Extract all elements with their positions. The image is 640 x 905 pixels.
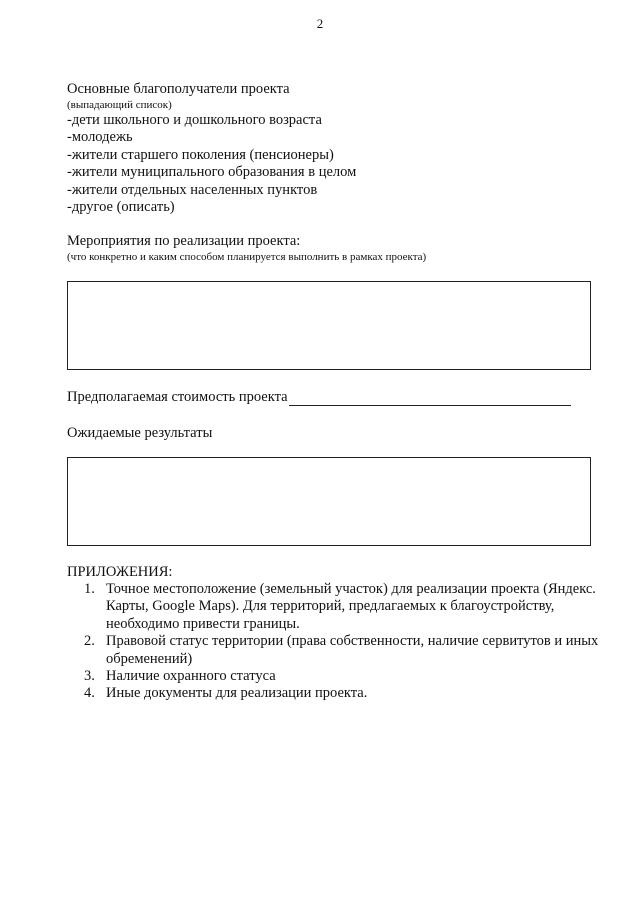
beneficiary-option[interactable]: -дети школьного и дошкольного возраста xyxy=(67,112,322,128)
cost-input-line[interactable] xyxy=(289,391,571,406)
results-title: Ожидаемые результаты xyxy=(67,425,213,441)
beneficiary-option[interactable]: -другое (описать) xyxy=(67,199,175,216)
appendices-section xyxy=(67,563,606,703)
beneficiary-option[interactable]: -жители отдельных населенных пунктов xyxy=(67,181,318,198)
appendix-item-number: 4. xyxy=(84,685,95,702)
beneficiaries-title: Основные благополучатели проекта xyxy=(67,81,290,97)
appendix-item-text: Наличие охранного статуса xyxy=(106,668,276,685)
activities-note: (что конкретно и каким способом планируется выполнить в рамках проекта) xyxy=(67,251,427,263)
appendix-item xyxy=(67,685,606,702)
activities-section xyxy=(67,232,426,264)
activities-text-box[interactable] xyxy=(67,281,591,370)
cost-row xyxy=(67,388,571,406)
appendix-item-number: 2. xyxy=(84,633,95,650)
appendix-item-number: 1. xyxy=(84,581,95,597)
appendix-item-number: 3. xyxy=(84,668,95,685)
appendix-item-text: Точное местоположение (земельный участок) для реализации проекта (Яндекс. Карты, Google Maps). Для территорий, предлагаемых к благоустройству, необходимо привести границы. xyxy=(106,581,596,632)
appendix-item xyxy=(67,668,606,685)
beneficiaries-section xyxy=(67,80,356,216)
beneficiaries-note: (выпадающий список) xyxy=(67,99,172,111)
cost-label: Предполагаемая стоимость проекта xyxy=(67,389,288,405)
appendix-item-text: Иные документы для реализации проекта. xyxy=(106,685,368,702)
results-text-box[interactable] xyxy=(67,457,591,546)
appendix-item xyxy=(67,633,606,668)
appendices-title: ПРИЛОЖЕНИЯ: xyxy=(67,564,173,580)
appendix-item xyxy=(67,581,606,633)
beneficiaries-option-list[interactable] xyxy=(67,112,356,216)
beneficiary-option[interactable]: -молодежь xyxy=(67,129,133,146)
beneficiary-option[interactable]: -жители муниципального образования в целом xyxy=(67,164,357,181)
activities-title: Мероприятия по реализации проекта: xyxy=(67,233,301,249)
appendix-item-text: Правовой статус территории (права собственности, наличие сервитутов и иных обременений) xyxy=(106,633,599,667)
beneficiary-option[interactable]: -жители старшего поколения (пенсионеры) xyxy=(67,146,334,163)
appendices-list xyxy=(67,581,606,703)
page-number: 2 xyxy=(316,16,324,31)
